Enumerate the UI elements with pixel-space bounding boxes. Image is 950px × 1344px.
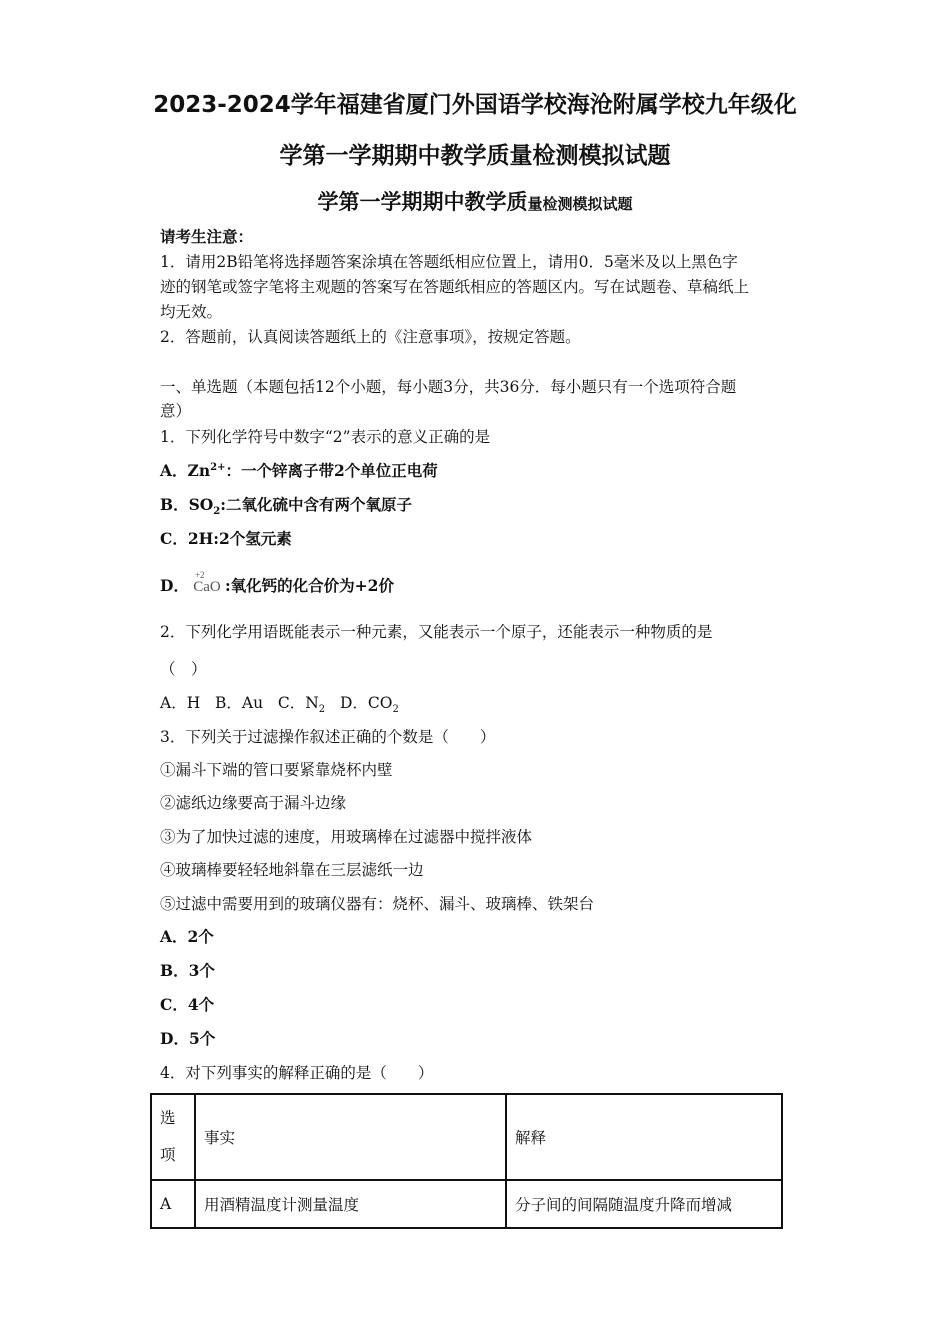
q4-stem: 4．对下列事实的解释正确的是（ ） — [160, 1064, 434, 1082]
section-heading-line-2: 意） — [160, 402, 192, 420]
q3-statement-1: ①漏斗下端的管口要紧靠烧杯内壁 — [160, 761, 393, 779]
q2-options: A．H B．Au C．$N_2$ D．$CO_2$ — [160, 694, 399, 716]
notice-item-1-line-3: 均无效。 — [160, 303, 223, 321]
q3-statement-2: ②滤纸边缘要高于漏斗边缘 — [160, 794, 347, 812]
q3-option-c: C．4个 — [160, 995, 215, 1014]
q3-option-a: A．2个 — [160, 927, 214, 946]
header-option: 选 项 — [151, 1094, 195, 1180]
row-fact: 用酒精温度计测量温度 — [195, 1180, 506, 1228]
header-fact: 事实 — [195, 1094, 506, 1180]
q2-paren: （ ） — [160, 660, 207, 678]
header-explanation: 解释 — [506, 1094, 782, 1180]
notice-heading: 请考生注意： — [160, 227, 254, 246]
q1-stem: 1．下列化学符号中数字“2”表示的意义正确的是 — [160, 428, 491, 446]
q3-statement-5: ⑤过滤中需要用到的玻璃仪器有：烧杯、漏斗、玻璃棒、铁架台 — [160, 895, 595, 913]
notice-item-1-line-1: 1．请用2B铅笔将选择题答案涂填在答题纸相应位置上，请用0．5毫米及以上黑色字 — [160, 253, 738, 271]
q1-option-b: B．$SO_2$:二氧化硫中含有两个氧原子 — [160, 495, 412, 518]
table-header-row — [151, 1094, 782, 1180]
title-line-3-small: 量检测模拟试题 — [527, 195, 633, 213]
q3-statement-4: ④玻璃棒要轻轻地斜靠在三层滤纸一边 — [160, 861, 424, 879]
exam-title-line-1: 2023-2024学年福建省厦门外国语学校海沧附属学校九年级化 — [153, 92, 797, 118]
exam-title-line-3 — [0, 186, 950, 216]
title-line-3-large: 学第一学期期中教学质 — [317, 190, 528, 214]
row-option: A — [151, 1180, 195, 1228]
q2-stem: 2．下列化学用语既能表示一种元素，又能表示一个原子，还能表示一种物质的是 — [160, 623, 713, 641]
notice-item-2: 2．答题前，认真阅读答题纸上的《注意事项》，按规定答题。 — [160, 328, 581, 346]
row-explanation: 分子间的间隔随温度升降而增减 — [506, 1180, 782, 1228]
q3-option-b: B．3个 — [160, 961, 215, 980]
q3-statement-3: ③为了加快过滤的速度，用玻璃棒在过滤器中搅拌液体 — [160, 828, 533, 846]
exam-title-line-2: 学第一学期期中教学质量检测模拟试题 — [279, 143, 671, 169]
q4-table — [150, 1093, 783, 1229]
notice-item-1-line-2: 迹的钢笔或签字笔将主观题的答案写在答题纸相应的答题区内。写在试题卷、草稿纸上 — [160, 278, 750, 296]
q3-option-d: D．5个 — [160, 1029, 216, 1048]
q1-option-a: A．$Zn^{2+}$：一个锌离子带2个单位正电荷 — [160, 461, 438, 480]
q1-option-c: C．2H:2个氢元素 — [160, 529, 292, 548]
valence-formula: +2 CaO — [193, 570, 221, 595]
q1-option-d: D． +2 CaO :氧化钙的化合价为+2价 — [160, 570, 394, 595]
section-heading-line-1: 一、单选题（本题包括12个小题，每小题3分，共36分．每小题只有一个选项符合题 — [160, 378, 737, 396]
table-row — [151, 1180, 782, 1228]
q3-stem: 3．下列关于过滤操作叙述正确的个数是（ ） — [160, 728, 496, 746]
